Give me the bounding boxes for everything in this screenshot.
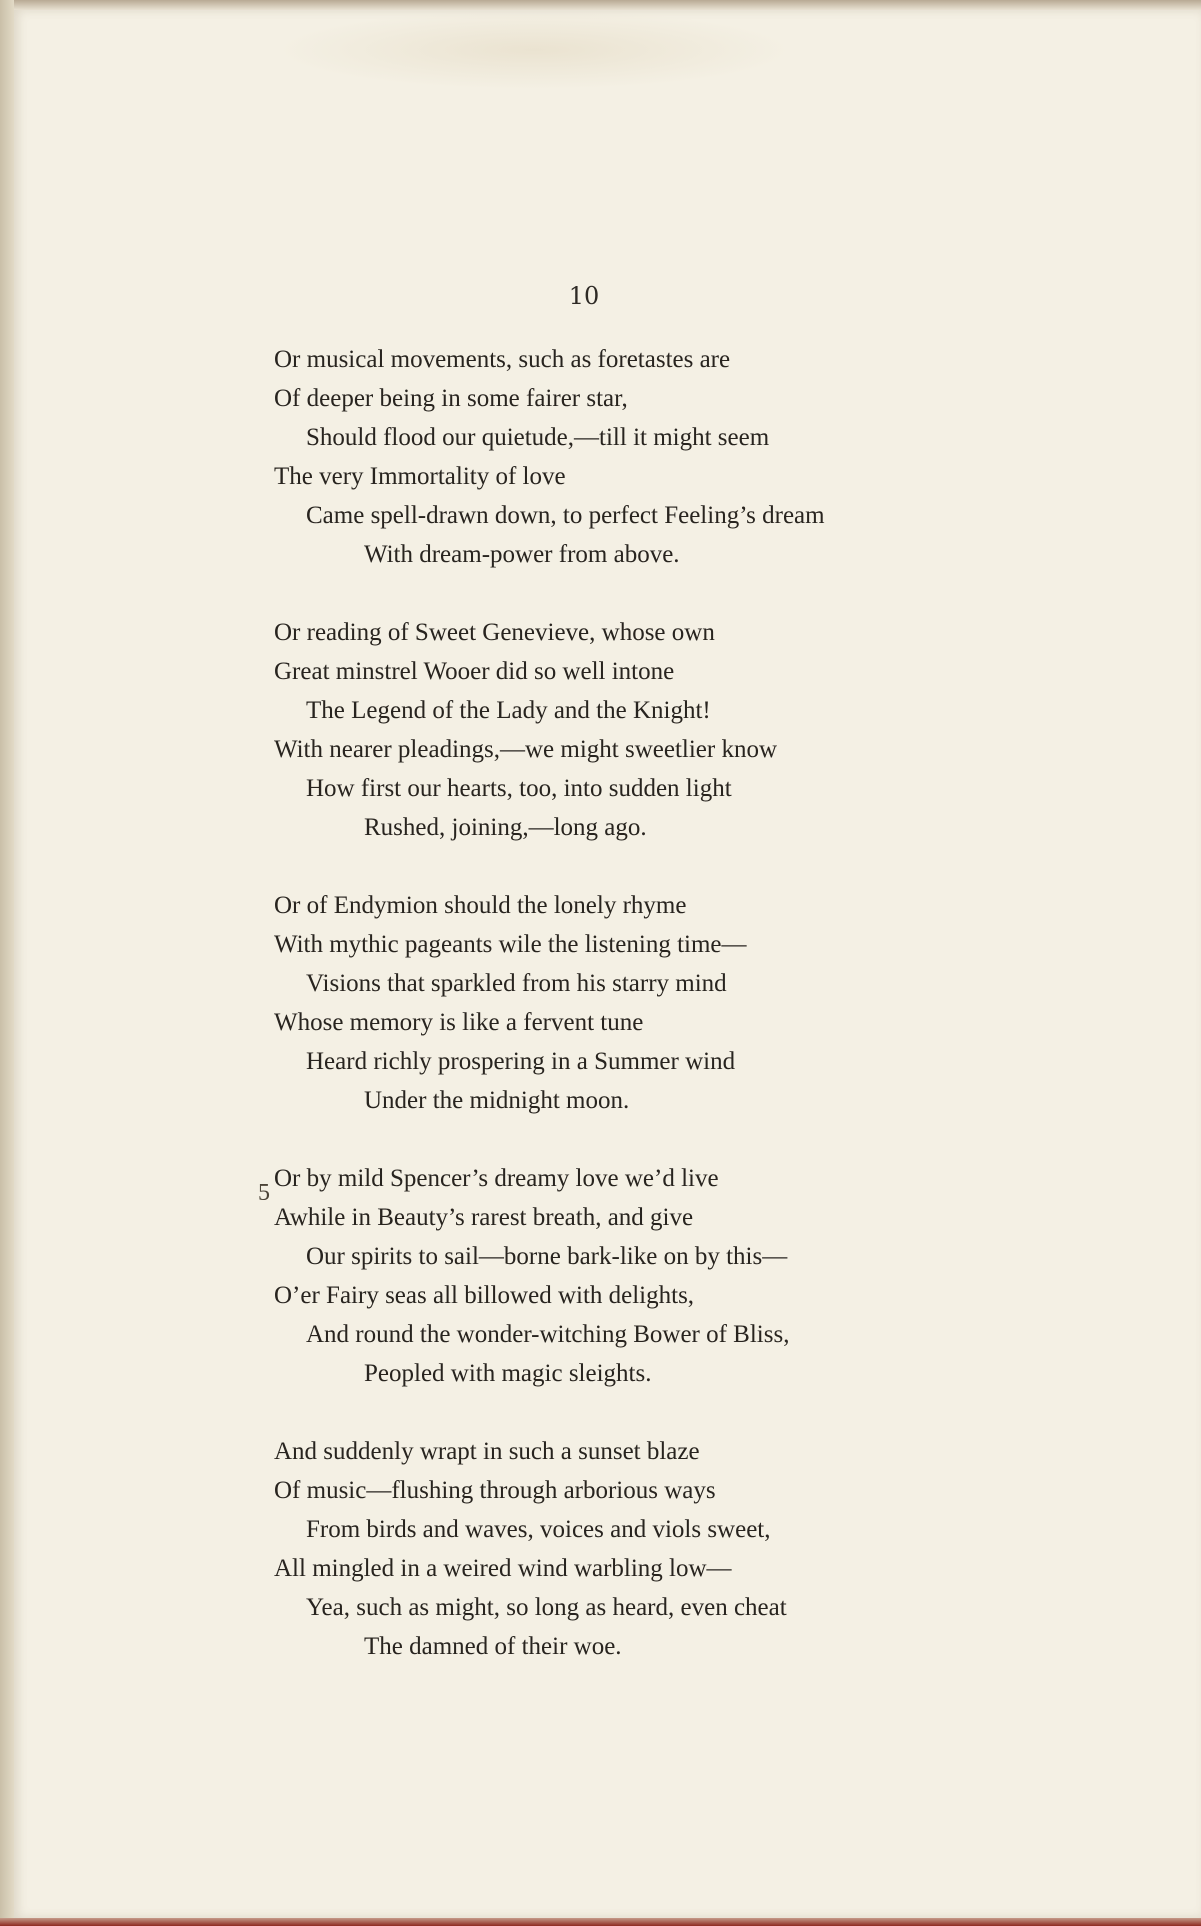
- poem-line: With mythic pageants wile the listening time—: [274, 931, 747, 958]
- binding-edge-top: [0, 0, 1201, 10]
- margin-annotation: 5: [258, 1180, 270, 1206]
- poem-line: With nearer pleadings,—we might sweetlier know: [274, 736, 778, 763]
- poem-line: With dream-power from above.: [364, 541, 680, 568]
- poem-line: Came spell-drawn down, to perfect Feeling’s dream: [306, 502, 825, 529]
- poem-line: Awhile in Beauty’s rarest breath, and give: [274, 1204, 694, 1231]
- poem-line: The damned of their woe.: [364, 1633, 622, 1660]
- poem-line: Or by mild Spencer’s dreamy love we’d live: [274, 1165, 719, 1192]
- poem-line: Under the midnight moon.: [364, 1087, 630, 1114]
- poem-line: Rushed, joining,—long ago.: [364, 814, 647, 841]
- binding-edge-bottom: [0, 1918, 1201, 1926]
- poem-line: The very Immortality of love: [274, 463, 566, 490]
- water-stain: [274, 10, 794, 90]
- poem-line: Whose memory is like a fervent tune: [274, 1009, 644, 1036]
- stanza-1: [274, 340, 1034, 574]
- poem-line: Heard richly prospering in a Summer wind: [306, 1048, 736, 1075]
- poem-line: Of music—flushing through arborious ways: [274, 1477, 716, 1504]
- poem-line: All mingled in a weired wind warbling low—: [274, 1555, 732, 1582]
- poem-line: Should flood our quietude,—till it might seem: [306, 424, 770, 451]
- poem-line: From birds and waves, voices and viols sweet,: [306, 1516, 771, 1543]
- page-number: 10: [568, 282, 600, 310]
- poem-line: Our spirits to sail—borne bark-like on by this—: [306, 1243, 788, 1270]
- poem-line: Great minstrel Wooer did so well intone: [274, 658, 675, 685]
- poem-line: Yea, such as might, so long as heard, even cheat: [306, 1594, 787, 1621]
- poem-line: And round the wonder-witching Bower of Bliss,: [306, 1321, 790, 1348]
- stanza-5: [274, 1432, 1034, 1666]
- poem-line: Visions that sparkled from his starry mind: [306, 970, 727, 997]
- poem-line: The Legend of the Lady and the Knight!: [306, 697, 711, 724]
- stanza-4: [274, 1159, 1034, 1393]
- binding-edge-left: [0, 0, 14, 1926]
- poem-line: Or reading of Sweet Genevieve, whose own: [274, 619, 715, 646]
- stanza-3: [274, 886, 1034, 1120]
- stanza-2: [274, 613, 1034, 847]
- paper-page: [14, 10, 1201, 1918]
- poem-line: And suddenly wrapt in such a sunset blaze: [274, 1438, 700, 1465]
- poem-line: Or musical movements, such as foretastes are: [274, 346, 731, 373]
- poem-body: [274, 340, 1034, 1705]
- poem-line: How first our hearts, too, into sudden light: [306, 775, 732, 802]
- poem-line: Peopled with magic sleights.: [364, 1360, 652, 1387]
- poem-line: O’er Fairy seas all billowed with delights,: [274, 1282, 695, 1309]
- poem-line: Of deeper being in some fairer star,: [274, 385, 628, 412]
- poem-line: Or of Endymion should the lonely rhyme: [274, 892, 687, 919]
